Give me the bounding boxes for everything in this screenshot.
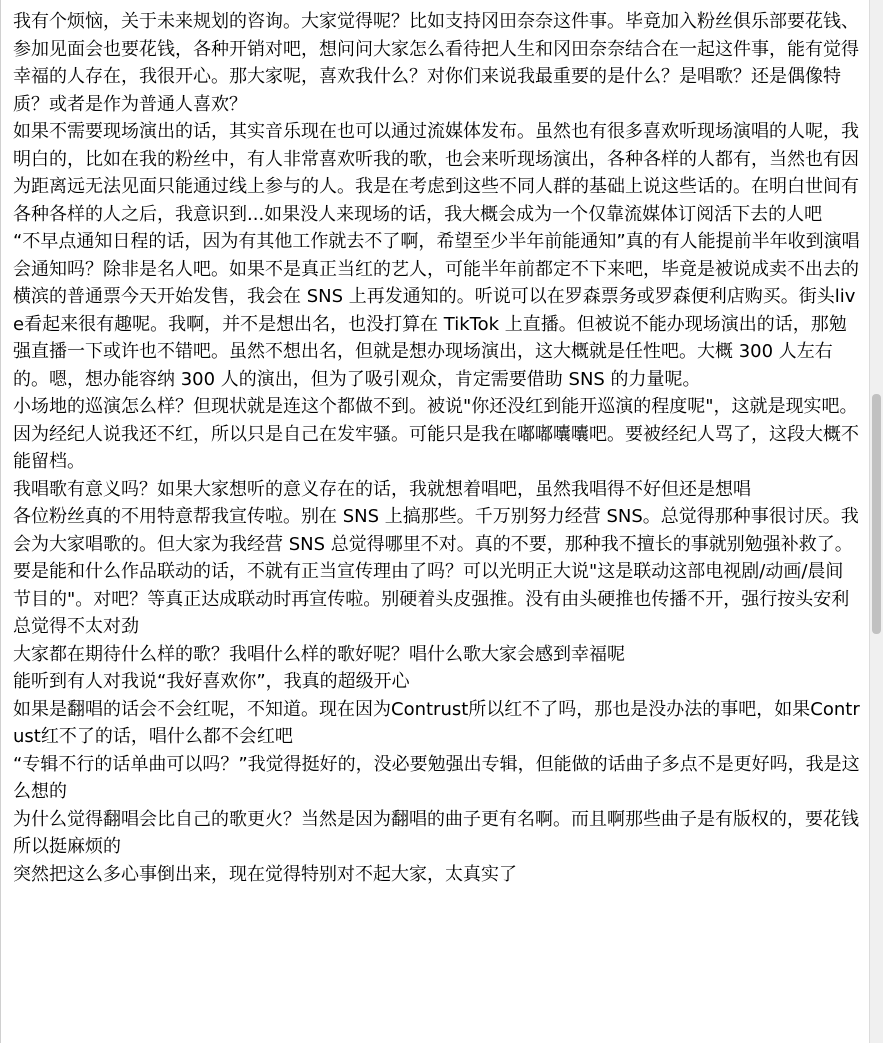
paragraph: 我唱歌有意义吗？如果大家想听的意义存在的话，我就想着唱吧，虽然我唱得不好但还是想唱 bbox=[13, 478, 751, 500]
paragraph: 横滨的普通票今天开始发售，我会在 SNS 上再发通知的。听说可以在罗森票务或罗森便利店购买。街头live看起来很有趣呢。我啊，并不是想出名，也没打算在 TikTok 上直播。但被说不能办现场演出的话，那勉强直播一下或许也不错吧。虽然不想出名，但就是想办现场演出，这大概就是任性吧。大概 300 人左右的。嗯，想办能容纳 300 人的演出，但为了吸引观众，肯定需要借助 SNS 的力量呢。 bbox=[13, 286, 856, 390]
paragraph: 如果不需要现场演出的话，其实音乐现在也可以通过流媒体发布。虽然也有很多喜欢听现场演唱的人呢，我明白的，比如在我的粉丝中，有人非常喜欢听我的歌，也会来听现场演出，各种各样的人都有，当然也有因为距离远无法见面只能通过线上参与的人。我是在考虑到这些不同人群的基础上说这些话的。在明白世间有各种各样的人之后，我意识到...如果没人来现场的话，我大概会成为一个仅靠流媒体订阅活下去的人吧 bbox=[13, 121, 859, 225]
paragraph: 小场地的巡演怎么样？但现状就是连这个都做不到。被说"你还没红到能开巡演的程度呢"，这就是现实吧。因为经纪人说我还不红，所以只是自己在发牢骚。可能只是我在嘟嘟囔囔吧。要被经纪人骂了，这段大概不能留档。 bbox=[13, 396, 859, 472]
paragraph: “不早点通知日程的话，因为有其他工作就去不了啊，希望至少半年前能通知”真的有人能提前半年收到演唱会通知吗？除非是名人吧。如果不是真正当红的艺人，可能半年前都定不下来吧，毕竟是被说成卖不出去的 bbox=[13, 231, 860, 280]
document-body bbox=[13, 8, 861, 888]
paragraph: “专辑不行的话单曲可以吗？”我觉得挺好的，没必要勉强出专辑，但能做的话曲子多点不是更好吗，我是这么想的 bbox=[13, 753, 860, 802]
paragraph: 大家都在期待什么样的歌？我唱什么样的歌好呢？唱什么歌大家会感到幸福呢 bbox=[13, 643, 625, 665]
paragraph: 突然把这么多心事倒出来，现在觉得特别对不起大家，太真实了 bbox=[13, 863, 517, 885]
paragraph: 我有个烦恼，关于未来规划的咨询。大家觉得呢？比如支持冈田奈奈这件事。毕竟加入粉丝俱乐部要花钱、参加见面会也要花钱，各种开销对吧，想问问大家怎么看待把人生和冈田奈奈结合在一起这件事，能有觉得幸福的人存在，我很开心。那大家呢，喜欢我什么？对你们来说我最重要的是什么？是唱歌？还是偶像特质？或者是作为普通人喜欢？ bbox=[13, 11, 859, 115]
paragraph: 为什么觉得翻唱会比自己的歌更火？当然是因为翻唱的曲子更有名啊。而且啊那些曲子是有版权的，要花钱所以挺麻烦的 bbox=[13, 808, 859, 857]
paragraph: 如果是翻唱的话会不会红呢，不知道。现在因为Contrust所以红不了吗，那也是没办法的事吧，如果Contrust红不了的话，唱什么都不会红吧 bbox=[13, 698, 860, 747]
paragraph: 各位粉丝真的不用特意帮我宣传啦。别在 SNS 上搞那些。千万别努力经营 SNS。总觉得那种事很讨厌。我会为大家唱歌的。但大家为我经营 SNS 总觉得哪里不对。真的不要，那种我不擅长的事就别勉强补救了。要是能和什么作品联动的话，不就有正当宣传理由了吗？可以光明正大说"这是联动这部电视剧/动画/晨间节目的"。对吧？等真正达成联动时再宣传啦。别硬着头皮强推。没有由头硬推也传播不开，强行按头安利总觉得不太对劲 bbox=[13, 506, 859, 637]
vertical-scrollbar[interactable] bbox=[869, 0, 883, 1043]
paragraph: 能听到有人对我说“我好喜欢你”，我真的超级开心 bbox=[13, 671, 410, 692]
scrollbar-thumb[interactable] bbox=[872, 394, 881, 634]
